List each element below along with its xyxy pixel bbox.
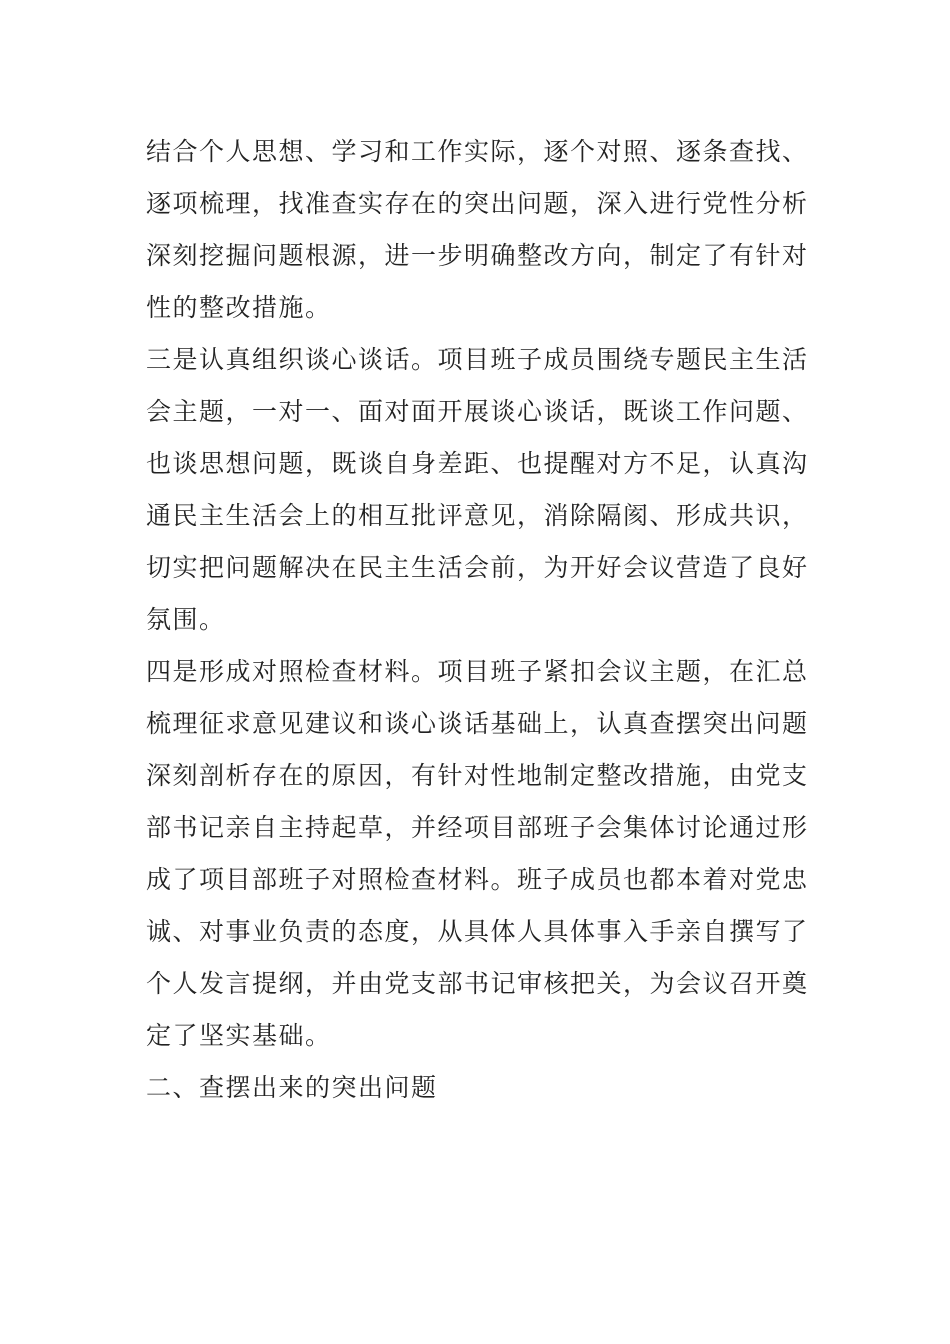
- section-heading: 二、查摆出来的突出问题: [146, 1073, 438, 1102]
- text-line: 性的整改措施。: [146, 293, 332, 322]
- text-line: 深刻剖析存在的原因，有针对性地制定整改措施，由党支: [146, 761, 809, 790]
- text-line: 通民主生活会上的相互批评意见，消除隔阂、形成共识，: [146, 501, 809, 530]
- text-line: 部书记亲自主持起草，并经项目部班子会集体讨论通过形: [146, 813, 809, 842]
- paragraph-start-line: 三是认真组织谈心谈话。项目班子成员围绕专题民主生活: [146, 345, 809, 374]
- text-line: 结合个人思想、学习和工作实际，逐个对照、逐条查找、: [146, 137, 809, 166]
- text-line: 深刻挖掘问题根源，进一步明确整改方向，制定了有针对: [146, 241, 809, 270]
- paragraph-start-line: 四是形成对照检查材料。项目班子紧扣会议主题，在汇总: [146, 657, 809, 686]
- text-line: 会主题，一对一、面对面开展谈心谈话，既谈工作问题、: [146, 397, 809, 426]
- text-line: 切实把问题解决在民主生活会前，为开好会议营造了良好: [146, 553, 809, 582]
- text-line: 成了项目部班子对照检查材料。班子成员也都本着对党忠: [146, 865, 809, 894]
- text-line: 逐项梳理，找准查实存在的突出问题，深入进行党性分析: [146, 189, 809, 218]
- text-line: 氛围。: [146, 605, 226, 634]
- text-line: 梳理征求意见建议和谈心谈话基础上，认真查摆突出问题: [146, 709, 809, 738]
- text-line: 诚、对事业负责的态度，从具体人具体事入手亲自撰写了: [146, 917, 809, 946]
- text-line: 定了坚实基础。: [146, 1021, 332, 1050]
- text-line: 也谈思想问题，既谈自身差距、也提醒对方不足，认真沟: [146, 449, 809, 478]
- document-body: [146, 126, 809, 1114]
- text-line: 个人发言提纲，并由党支部书记审核把关，为会议召开奠: [146, 969, 809, 998]
